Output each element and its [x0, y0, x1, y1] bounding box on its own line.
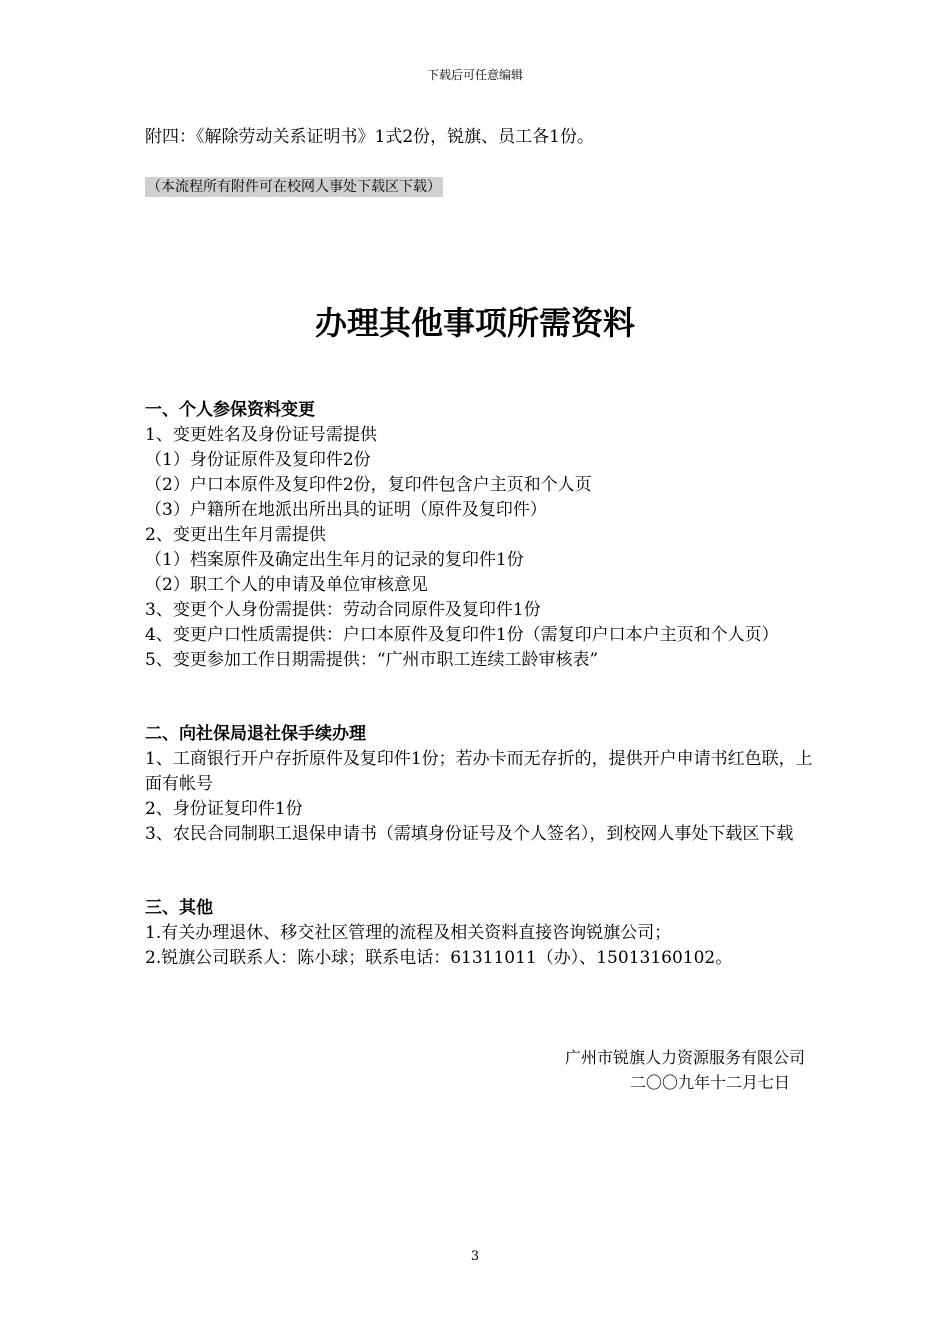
list-item: 4、变更户口性质需提供：户口本原件及复印件1份（需复印户口本户主页和个人页）	[145, 625, 779, 645]
section-heading: 三、其他	[145, 898, 213, 918]
list-item: 3、变更个人身份需提供：劳动合同原件及复印件1份	[145, 600, 541, 620]
section-social-insurance-withdrawal	[145, 722, 815, 847]
list-item: 2、身份证复印件1份	[145, 799, 303, 819]
page-title: 办理其他事项所需资料	[314, 304, 635, 342]
section-other	[145, 896, 815, 971]
section-personal-insurance-change	[145, 398, 815, 673]
list-item: （2）职工个人的申请及单位审核意见	[145, 575, 428, 595]
page-number: 3	[470, 1249, 480, 1264]
list-item: （1）身份证原件及复印件2份	[145, 450, 371, 470]
list-item: 2、变更出生年月需提供	[145, 525, 326, 545]
list-item: （2）户口本原件及复印件2份，复印件包含户主页和个人页	[145, 475, 592, 495]
list-item: 1、工商银行开户存折原件及复印件1份；若办卡而无存折的，提供开户申请书红色联，上面有帐号	[145, 749, 813, 794]
signature-date: 二〇〇九年十二月七日	[629, 1073, 790, 1092]
list-item: 1.有关办理退休、移交社区管理的流程及相关资料直接咨询锐旗公司；	[145, 923, 672, 943]
list-item: 1、变更姓名及身份证号需提供	[145, 425, 377, 445]
list-item: 3、农民合同制职工退保申请书（需填身份证号及个人签名），到校网人事处下载区下载	[145, 824, 794, 844]
page-header: 下载后可任意编辑	[426, 68, 523, 82]
list-item: 2.锐旗公司联系人：陈小球；联系电话：61311011（办）、15013160102。	[145, 948, 733, 968]
download-note: （本流程所有附件可在校网人事处下载区下载）	[147, 179, 441, 195]
section-heading: 二、向社保局退社保手续办理	[145, 724, 366, 744]
list-item: 5、变更参加工作日期需提供：“广州市职工连续工龄审核表”	[145, 650, 599, 670]
signature-company: 广州市锐旗人力资源服务有限公司	[564, 1048, 805, 1067]
section-heading: 一、个人参保资料变更	[145, 400, 315, 420]
appendix-4-line: 附四：《解除劳动关系证明书》1式2份，锐旗、员工各1份。	[145, 127, 594, 147]
list-item: （3）户籍所在地派出所出具的证明（原件及复印件）	[145, 500, 547, 520]
list-item: （1）档案原件及确定出生年月的记录的复印件1份	[145, 550, 524, 570]
